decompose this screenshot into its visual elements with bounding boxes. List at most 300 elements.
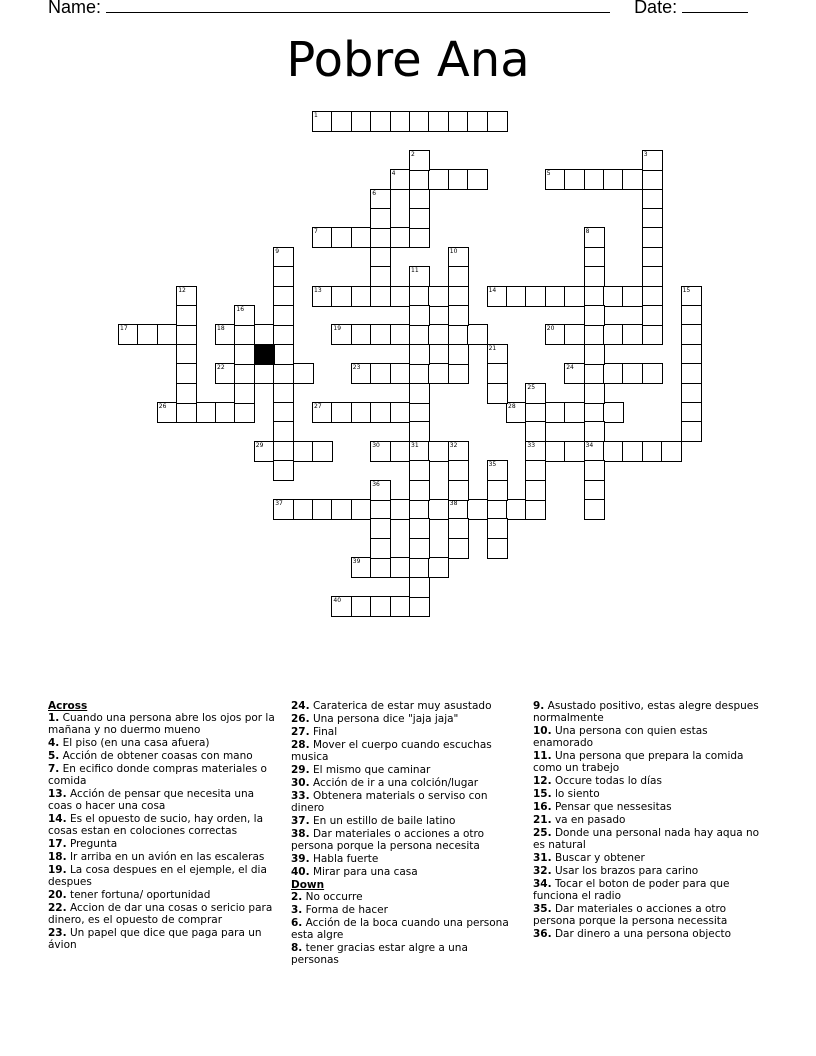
grid-cell[interactable] — [584, 383, 605, 404]
grid-cell[interactable] — [273, 286, 294, 307]
clue-item — [48, 750, 276, 762]
grid-cell[interactable] — [603, 286, 624, 307]
grid-cell[interactable] — [584, 402, 605, 423]
clue-text: Asustado positivo, estas alegre despues normalmente — [533, 700, 759, 724]
grid-cell[interactable] — [273, 383, 294, 404]
clue-number: 13. — [48, 788, 67, 800]
grid-cell[interactable] — [390, 363, 411, 384]
clue-number: 29. — [291, 764, 310, 776]
grid-cell[interactable] — [681, 383, 702, 404]
grid-cell[interactable] — [409, 324, 430, 345]
grid-cell[interactable] — [525, 499, 546, 520]
clue-number-label: 9 — [275, 247, 280, 255]
grid-cell[interactable] — [409, 111, 430, 132]
clue-number: 20. — [48, 889, 67, 901]
grid-cell[interactable] — [176, 363, 197, 384]
clue-text: El piso (en una casa afuera) — [59, 737, 210, 749]
grid-cell[interactable] — [312, 499, 333, 520]
grid-cell[interactable] — [370, 518, 391, 539]
grid-cell[interactable] — [409, 208, 430, 229]
clue-item — [48, 763, 276, 787]
clue-item — [48, 788, 276, 812]
grid-cell[interactable] — [661, 441, 682, 462]
clue-item — [533, 827, 765, 851]
grid-cell[interactable] — [448, 518, 469, 539]
grid-cell[interactable] — [428, 499, 449, 520]
grid-cell[interactable] — [564, 402, 585, 423]
grid-cell[interactable] — [487, 363, 508, 384]
grid-cell[interactable] — [176, 305, 197, 326]
clue-item — [291, 828, 519, 852]
grid-cell[interactable] — [351, 596, 372, 617]
grid-cell[interactable] — [390, 227, 411, 248]
grid-cell[interactable] — [370, 208, 391, 229]
grid-cell[interactable] — [487, 383, 508, 404]
grid-cell[interactable] — [409, 402, 430, 423]
grid-cell[interactable] — [642, 324, 663, 345]
clue-number: 9. — [533, 700, 545, 712]
clue-number-label: 30 — [372, 441, 380, 449]
grid-cell[interactable] — [487, 480, 508, 501]
grid-cell[interactable] — [622, 363, 643, 384]
grid-cell[interactable] — [603, 363, 624, 384]
grid-cell[interactable] — [370, 363, 391, 384]
grid-cell[interactable] — [564, 441, 585, 462]
grid-cell[interactable] — [234, 363, 255, 384]
clue-number-label: 32 — [449, 441, 458, 449]
grid-cell[interactable] — [467, 111, 488, 132]
grid-cell[interactable] — [681, 402, 702, 423]
clue-item — [291, 942, 519, 966]
clue-item — [48, 864, 276, 888]
grid-cell[interactable] — [351, 227, 372, 248]
clue-number-label: 38 — [449, 500, 458, 507]
clue-item — [291, 700, 519, 712]
grid-cell[interactable] — [467, 169, 488, 190]
grid-cell[interactable] — [564, 286, 585, 307]
grid-cell[interactable] — [428, 286, 449, 307]
grid-cell[interactable] — [409, 460, 430, 481]
grid-cell[interactable] — [390, 499, 411, 520]
grid-cell[interactable] — [157, 324, 178, 345]
grid-cell[interactable] — [584, 499, 605, 520]
clue-number-label: 17 — [120, 325, 128, 333]
grid-cell[interactable] — [428, 557, 449, 578]
grid-cell[interactable] — [448, 363, 469, 384]
grid-cell[interactable] — [525, 286, 546, 307]
clue-text: La cosa despues en el ejemple, el dia despues — [48, 864, 267, 888]
clue-number: 28. — [291, 739, 310, 751]
grid-cell[interactable] — [273, 324, 294, 345]
clue-number: 10. — [533, 725, 552, 737]
clue-text: Dar materiales o acciones a otro persona porque la persona necessita — [533, 903, 728, 927]
clue-item — [291, 815, 519, 827]
grid-cell[interactable] — [467, 324, 488, 345]
clue-text: Usar los brazos para carino — [551, 865, 699, 877]
clue-number-label: 35 — [488, 461, 497, 469]
clue-text: Occure todas lo días — [551, 775, 662, 787]
clue-item — [48, 838, 276, 850]
clue-number: 5. — [48, 750, 60, 762]
clue-text: Es el opuesto de sucio, hay orden, la cosas estan en colociones correctas — [48, 813, 264, 837]
clue-number: 31. — [533, 852, 552, 864]
clue-text: va en pasado — [551, 814, 626, 826]
clue-text: tener fortuna/ oportunidad — [66, 889, 211, 901]
grid-cell[interactable] — [273, 402, 294, 423]
grid-cell[interactable] — [409, 421, 430, 442]
grid-cell[interactable] — [448, 266, 469, 287]
grid-cell[interactable] — [370, 247, 391, 268]
grid-cell[interactable] — [390, 111, 411, 132]
clue-item — [48, 813, 276, 837]
clue-number: 6. — [291, 917, 303, 929]
clue-number-label: 1 — [314, 112, 318, 119]
grid-cell[interactable] — [370, 596, 391, 617]
grid-cell[interactable] — [448, 324, 469, 345]
clue-text: No occurre — [302, 891, 363, 903]
grid-cell[interactable] — [215, 402, 236, 423]
grid-cell[interactable] — [525, 460, 546, 481]
grid-cell[interactable] — [293, 441, 314, 462]
grid-cell[interactable] — [584, 266, 605, 287]
grid-cell[interactable] — [642, 169, 663, 190]
clue-item — [533, 775, 765, 787]
clue-number: 11. — [533, 750, 552, 762]
clue-text: Un papel que dice que paga para un ávion — [48, 927, 262, 951]
grid-cell[interactable] — [370, 538, 391, 559]
grid-cell[interactable] — [428, 363, 449, 384]
grid-cell[interactable] — [409, 383, 430, 404]
grid-cell[interactable] — [603, 169, 624, 190]
clue-text: Obtenera materials o serviso con dinero — [291, 790, 488, 814]
grid-cell[interactable] — [273, 305, 294, 326]
clue-number: 26. — [291, 713, 310, 725]
grid-cell[interactable] — [487, 111, 508, 132]
grid-cell[interactable] — [409, 577, 430, 598]
clue-item — [291, 891, 519, 903]
clue-number-label: 39 — [352, 558, 361, 566]
grid-cell[interactable] — [409, 169, 430, 190]
grid-cell[interactable] — [584, 480, 605, 501]
grid-cell[interactable] — [273, 344, 294, 365]
grid-cell[interactable] — [409, 305, 430, 326]
grid-cell[interactable] — [622, 169, 643, 190]
clue-number: 40. — [291, 866, 310, 878]
clue-item — [533, 928, 765, 940]
clue-number-label: 26 — [158, 403, 167, 410]
clue-number: 30. — [291, 777, 310, 789]
grid-cell[interactable] — [642, 286, 663, 307]
grid-cell[interactable] — [584, 305, 605, 326]
clue-number-label: 19 — [333, 325, 342, 333]
clue-item — [533, 700, 765, 724]
grid-cell[interactable] — [487, 518, 508, 539]
clue-number-label: 24 — [566, 364, 574, 372]
grid-cell[interactable] — [428, 111, 449, 132]
grid-cell[interactable] — [428, 441, 449, 462]
clue-number-label: 12 — [178, 286, 186, 294]
grid-cell[interactable] — [642, 189, 663, 210]
grid-cell[interactable] — [642, 247, 663, 268]
clue-item — [291, 917, 519, 941]
clue-number-label: 40 — [333, 597, 342, 604]
clue-item — [48, 737, 276, 749]
clue-number: 17. — [48, 838, 67, 850]
grid-cell[interactable] — [370, 286, 391, 307]
clue-text: Mover el cuerpo cuando escuchas musica — [291, 739, 492, 763]
clue-text: Accion de dar una cosas o sericio para dinero, es el opuesto de comprar — [48, 902, 273, 926]
grid-cell[interactable] — [273, 441, 294, 462]
clue-number-label: 11 — [411, 267, 419, 275]
grid-cell[interactable] — [273, 460, 294, 481]
grid-cell[interactable] — [390, 402, 411, 423]
clue-item — [533, 878, 765, 902]
grid-cell[interactable] — [681, 421, 702, 442]
grid-cell[interactable] — [254, 324, 275, 345]
grid-cell[interactable] — [254, 363, 275, 384]
grid-cell[interactable] — [448, 286, 469, 307]
grid-cell[interactable] — [234, 383, 255, 404]
grid-cell[interactable] — [622, 324, 643, 345]
grid-cell[interactable] — [681, 324, 702, 345]
grid-cell[interactable] — [409, 286, 430, 307]
clue-number: 4. — [48, 737, 60, 749]
grid-cell[interactable] — [370, 111, 391, 132]
clue-number: 27. — [291, 726, 310, 738]
clue-item — [533, 788, 765, 800]
clue-item — [291, 790, 519, 814]
clue-number-label: 13 — [314, 286, 322, 294]
clue-number: 7. — [48, 763, 60, 775]
grid-cell[interactable] — [584, 421, 605, 442]
clue-text: Una persona con quien estas enamorado — [533, 725, 708, 749]
grid-cell[interactable] — [409, 227, 430, 248]
grid-cell[interactable] — [642, 363, 663, 384]
clue-number-label: 10 — [449, 247, 458, 255]
clue-text: Final — [309, 726, 338, 738]
grid-cell[interactable] — [622, 286, 643, 307]
clue-text: Acción de obtener coasas con mano — [59, 750, 253, 762]
grid-cell[interactable] — [331, 227, 352, 248]
clue-number-label: 27 — [314, 403, 322, 410]
grid-cell[interactable] — [642, 208, 663, 229]
clue-number: 25. — [533, 827, 552, 839]
grid-cell[interactable] — [525, 402, 546, 423]
grid-cell[interactable] — [331, 402, 352, 423]
clue-number: 35. — [533, 903, 552, 915]
grid-cell[interactable] — [409, 363, 430, 384]
clue-text: Donde una personal nada hay aqua no es natural — [533, 827, 760, 851]
grid-cell[interactable] — [351, 286, 372, 307]
clue-text: tener gracias estar algre a una personas — [291, 942, 468, 966]
clue-number: 14. — [48, 813, 67, 825]
clue-number: 32. — [533, 865, 552, 877]
grid-cell[interactable] — [564, 169, 585, 190]
grid-cell[interactable] — [409, 538, 430, 559]
down-heading: Down — [291, 879, 325, 891]
grid-cell[interactable] — [642, 305, 663, 326]
clue-number-label: 36 — [372, 480, 380, 488]
grid-cell[interactable] — [370, 227, 391, 248]
clue-number: 39. — [291, 853, 310, 865]
grid-cell[interactable] — [331, 499, 352, 520]
grid-cell[interactable] — [545, 441, 566, 462]
grid-cell[interactable] — [584, 344, 605, 365]
clues-column-1 — [48, 700, 276, 952]
clue-text: Mirar para una casa — [309, 866, 418, 878]
grid-cell[interactable] — [603, 324, 624, 345]
grid-cell[interactable] — [448, 305, 469, 326]
grid-cell[interactable] — [448, 460, 469, 481]
grid-cell[interactable] — [370, 402, 391, 423]
grid-cell[interactable] — [545, 286, 566, 307]
grid-cell[interactable] — [681, 363, 702, 384]
grid-cell[interactable] — [681, 344, 702, 365]
grid-cell[interactable] — [370, 324, 391, 345]
grid-cell[interactable] — [370, 557, 391, 578]
grid-cell[interactable] — [448, 111, 469, 132]
clue-text: Buscar y obtener — [551, 852, 645, 864]
clue-number-label: 15 — [682, 286, 691, 294]
clue-item — [291, 739, 519, 763]
grid-cell[interactable] — [312, 441, 333, 462]
clue-item — [533, 852, 765, 864]
grid-cell[interactable] — [584, 247, 605, 268]
grid-cell[interactable] — [331, 286, 352, 307]
grid-cell[interactable] — [351, 499, 372, 520]
grid-cell[interactable] — [390, 557, 411, 578]
clue-number-label: 34 — [585, 441, 594, 449]
grid-cell[interactable] — [603, 402, 624, 423]
clue-text: Acción de la boca cuando una persona esta algre — [291, 917, 509, 941]
clue-text: Dar materiales o acciones a otro persona porque la persona necesita — [291, 828, 485, 852]
clue-number: 37. — [291, 815, 310, 827]
grid-cell[interactable] — [487, 499, 508, 520]
grid-cell[interactable] — [448, 169, 469, 190]
grid-cell[interactable] — [293, 499, 314, 520]
clue-text: Pregunta — [66, 838, 118, 850]
grid-cell[interactable] — [351, 402, 372, 423]
clue-item — [533, 903, 765, 927]
clue-number-label: 18 — [217, 325, 225, 333]
grid-cell[interactable] — [681, 305, 702, 326]
grid-cell[interactable] — [390, 441, 411, 462]
clue-text: Acción de pensar que necesita una coas o hacer una cosa — [48, 788, 255, 812]
grid-cell[interactable] — [234, 402, 255, 423]
grid-cell[interactable] — [525, 480, 546, 501]
clue-item — [533, 801, 765, 813]
grid-cell[interactable] — [176, 402, 197, 423]
grid-cell[interactable] — [584, 363, 605, 384]
clue-text: El mismo que caminar — [309, 764, 431, 776]
grid-cell[interactable] — [176, 324, 197, 345]
clue-item — [291, 764, 519, 776]
grid-cell[interactable] — [545, 402, 566, 423]
grid-cell[interactable] — [409, 189, 430, 210]
grid-cell[interactable] — [506, 286, 527, 307]
clue-number: 15. — [533, 788, 552, 800]
clue-number: 38. — [291, 828, 310, 840]
grid-cell[interactable] — [293, 363, 314, 384]
clue-number: 23. — [48, 927, 67, 939]
grid-cell[interactable] — [642, 441, 663, 462]
grid-cell[interactable] — [564, 324, 585, 345]
clue-number-label: 2 — [411, 150, 415, 158]
grid-cell[interactable] — [351, 111, 372, 132]
grid-cell[interactable] — [409, 596, 430, 617]
grid-cell[interactable] — [409, 480, 430, 501]
clue-number-label: 20 — [546, 325, 555, 333]
grid-cell[interactable] — [273, 421, 294, 442]
grid-cell[interactable] — [448, 480, 469, 501]
grid-cell[interactable] — [448, 344, 469, 365]
grid-cell[interactable] — [428, 169, 449, 190]
clue-item — [533, 814, 765, 826]
clues-column-2 — [291, 700, 519, 967]
grid-cell[interactable] — [642, 227, 663, 248]
clue-number: 21. — [533, 814, 552, 826]
clue-number: 36. — [533, 928, 552, 940]
grid-cell[interactable] — [603, 441, 624, 462]
grid-cell[interactable] — [409, 499, 430, 520]
grid-cell[interactable] — [176, 383, 197, 404]
clue-number-label: 33 — [527, 441, 536, 449]
grid-cell[interactable] — [176, 344, 197, 365]
grid-cell[interactable] — [448, 538, 469, 559]
grid-cell[interactable] — [584, 169, 605, 190]
clue-number: 1. — [48, 712, 60, 724]
grid-cell[interactable] — [234, 344, 255, 365]
grid-cell[interactable] — [506, 499, 527, 520]
grid-cell[interactable] — [273, 266, 294, 287]
grid-cell[interactable] — [428, 324, 449, 345]
grid-cell[interactable] — [487, 538, 508, 559]
grid-cell[interactable] — [273, 363, 294, 384]
grid-cell[interactable] — [584, 324, 605, 345]
grid-cell[interactable] — [370, 266, 391, 287]
grid-cell[interactable] — [196, 402, 217, 423]
clue-item — [291, 777, 519, 789]
grid-cell[interactable] — [390, 286, 411, 307]
across-heading: Across — [48, 700, 88, 712]
grid-cell[interactable] — [642, 266, 663, 287]
grid-cell[interactable] — [390, 324, 411, 345]
clue-number: 3. — [291, 904, 303, 916]
name-label: Name: — [48, 0, 102, 17]
clue-number-label: 8 — [585, 228, 590, 236]
grid-cell[interactable] — [409, 518, 430, 539]
grid-cell[interactable] — [409, 557, 430, 578]
date-label: Date: — [634, 0, 678, 17]
grid-cell[interactable] — [370, 499, 391, 520]
grid-cell[interactable] — [409, 344, 430, 365]
grid-cell[interactable] — [390, 596, 411, 617]
grid-cell[interactable] — [467, 499, 488, 520]
grid-cell[interactable] — [137, 324, 158, 345]
grid-cell[interactable] — [622, 441, 643, 462]
grid-cell[interactable] — [234, 324, 255, 345]
clue-number: 16. — [533, 801, 552, 813]
clue-number-label: 25 — [527, 383, 536, 391]
grid-cell[interactable] — [351, 324, 372, 345]
clue-text: Caraterica de estar muy asustado — [309, 700, 492, 712]
grid-cell[interactable] — [331, 111, 352, 132]
clue-number: 18. — [48, 851, 67, 863]
grid-cell[interactable] — [584, 286, 605, 307]
clue-item — [533, 865, 765, 877]
grid-cell[interactable] — [584, 460, 605, 481]
grid-cell[interactable] — [525, 421, 546, 442]
